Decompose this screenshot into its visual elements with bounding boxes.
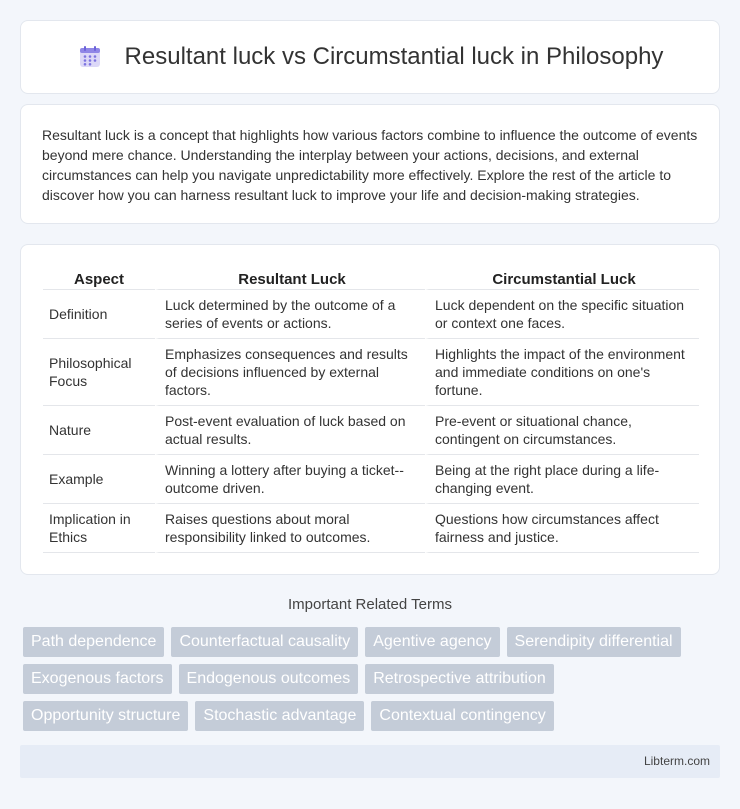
tag-retrospective-attribution[interactable]: Retrospective attribution	[365, 664, 554, 694]
footer-brand-link[interactable]: Libterm.com	[643, 754, 710, 768]
page-title: Resultant luck vs Circumstantial luck in Philosophy	[124, 43, 664, 70]
tag-row	[23, 627, 723, 657]
calendar-grid-icon	[77, 44, 103, 70]
tag-agentive-agency[interactable]: Agentive agency	[365, 627, 499, 657]
table-row	[43, 290, 699, 339]
header-aspect: Aspect	[43, 265, 155, 290]
row-aspect: Implication in Ethics	[43, 504, 155, 553]
row-resultant: Raises questions about moral responsibility linked to outcomes.	[155, 504, 425, 553]
table-row	[43, 455, 699, 504]
tag-endogenous-outcomes[interactable]: Endogenous outcomes	[179, 664, 359, 694]
tag-row	[23, 701, 723, 731]
header-circumstantial-luck: Circumstantial Luck	[425, 265, 699, 290]
tag-serendipity-differential[interactable]: Serendipity differential	[507, 627, 681, 657]
row-aspect: Example	[43, 455, 155, 504]
row-resultant: Emphasizes consequences and results of decisions influenced by external factors.	[155, 339, 425, 406]
tag-contextual-contingency[interactable]: Contextual contingency	[371, 701, 553, 731]
comparison-table	[43, 265, 699, 553]
table-header-row	[43, 265, 699, 290]
row-circumstantial: Questions how circumstances affect fairness and justice.	[425, 504, 699, 553]
tag-exogenous-factors[interactable]: Exogenous factors	[23, 664, 172, 694]
tag-stochastic-advantage[interactable]: Stochastic advantage	[195, 701, 364, 731]
tag-opportunity-structure[interactable]: Opportunity structure	[23, 701, 188, 731]
row-aspect: Nature	[43, 406, 155, 455]
row-circumstantial: Pre-event or situational chance, contingent on circumstances.	[425, 406, 699, 455]
row-resultant: Post-event evaluation of luck based on actual results.	[155, 406, 425, 455]
header-card	[20, 20, 720, 94]
row-circumstantial: Highlights the impact of the environment and immediate conditions on one's fortune.	[425, 339, 699, 406]
table-row	[43, 504, 699, 553]
tag-path-dependence[interactable]: Path dependence	[23, 627, 164, 657]
related-terms-title: Important Related Terms	[288, 596, 452, 613]
row-aspect: Philosophical Focus	[43, 339, 155, 406]
tag-row	[23, 664, 723, 694]
related-terms-list	[23, 627, 723, 738]
row-aspect: Definition	[43, 290, 155, 339]
table-row	[43, 406, 699, 455]
row-circumstantial: Luck dependent on the specific situation or context one faces.	[425, 290, 699, 339]
header-resultant-luck: Resultant Luck	[155, 265, 425, 290]
table-row	[43, 339, 699, 406]
tag-counterfactual-causality[interactable]: Counterfactual causality	[171, 627, 358, 657]
footer	[20, 745, 720, 778]
row-circumstantial: Being at the right place during a life-changing event.	[425, 455, 699, 504]
comparison-table-card	[20, 244, 720, 575]
intro-paragraph: Resultant luck is a concept that highlights how various factors combine to influence the outcome of events beyond mere chance. Understanding the interplay between your actions, decisions, and external circumstances can help you navigate unpredictability more effectively. Explore the rest of the article to discover how you can harness resultant luck to improve your life and decision-making strategies.	[42, 127, 698, 203]
intro-card	[20, 104, 720, 224]
row-resultant: Luck determined by the outcome of a series of events or actions.	[155, 290, 425, 339]
row-resultant: Winning a lottery after buying a ticket--outcome driven.	[155, 455, 425, 504]
